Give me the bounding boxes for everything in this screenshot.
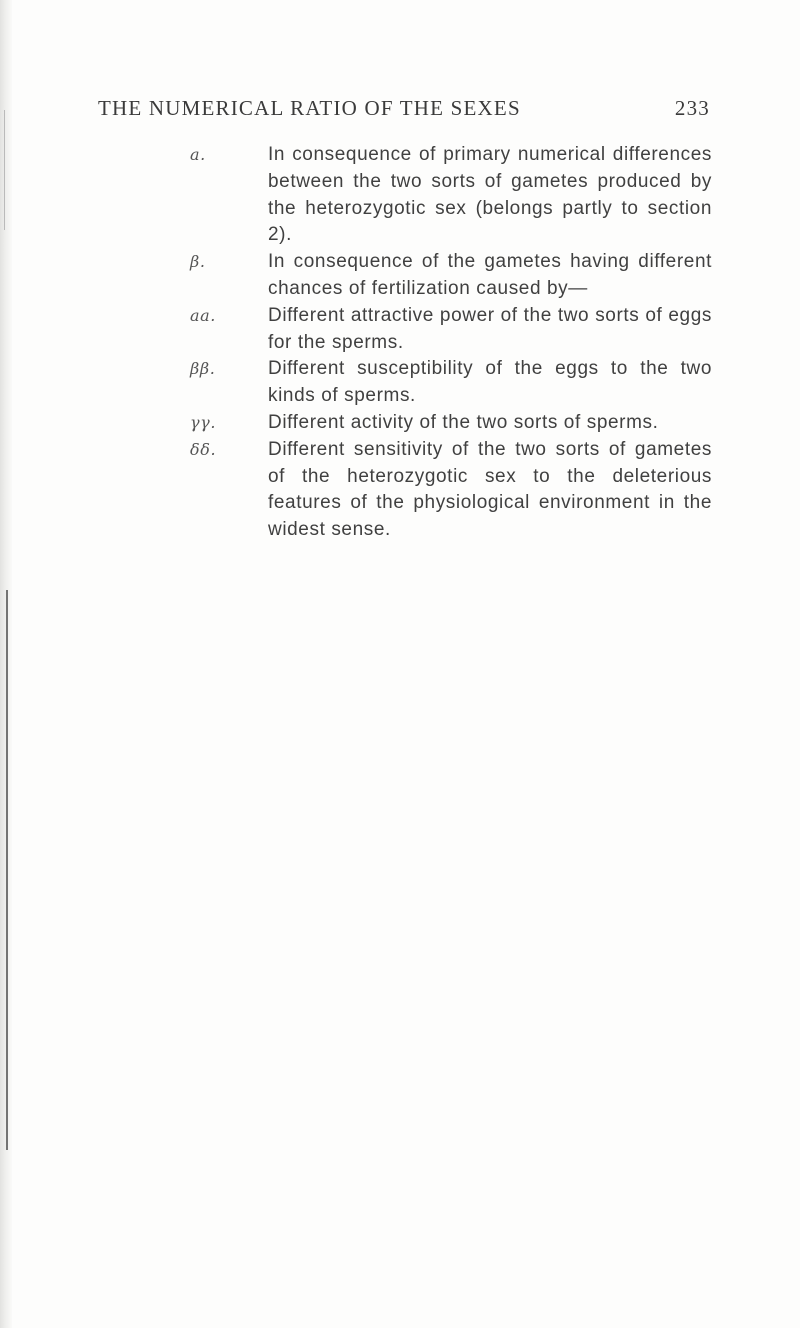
- list-item: [190, 356, 712, 410]
- item-text: Different susceptibility of the eggs to the two kinds of sperms.: [268, 358, 712, 407]
- item-text: In consequence of the gametes having different chances of fertilization caused by—: [268, 251, 712, 299]
- item-marker: γγ.: [190, 412, 217, 432]
- item-text: Different attractive power of the two sorts of eggs for the sperms.: [268, 304, 712, 353]
- running-header: [98, 96, 710, 130]
- item-marker: ββ.: [190, 359, 216, 379]
- item-text: In consequence of primary numerical differences between the two sorts of gametes produced by the heterozygotic sex (belongs partly to section 2).: [268, 144, 712, 246]
- list-item: [190, 142, 712, 249]
- list-item: [190, 410, 712, 437]
- item-text: Different activity of the two sorts of sperms.: [268, 411, 659, 433]
- item-text: Different sensitivity of the two sorts of gametes of the heterozygotic sex to the deleterious features of the physiological environment in the widest sense.: [268, 438, 712, 541]
- page-number: 233: [674, 96, 710, 120]
- binding-faint-line: [4, 110, 5, 230]
- item-marker: a.: [190, 145, 206, 164]
- binding-shadow-line: [6, 590, 8, 1150]
- item-marker: β.: [190, 252, 206, 272]
- list-item: [190, 437, 712, 544]
- list-item: [190, 303, 712, 357]
- body-text: [190, 142, 712, 544]
- running-title: THE NUMERICAL RATIO OF THE SEXES: [98, 96, 521, 120]
- list-item: [190, 249, 712, 303]
- item-marker: δδ.: [190, 439, 217, 459]
- item-marker: aa.: [190, 305, 216, 325]
